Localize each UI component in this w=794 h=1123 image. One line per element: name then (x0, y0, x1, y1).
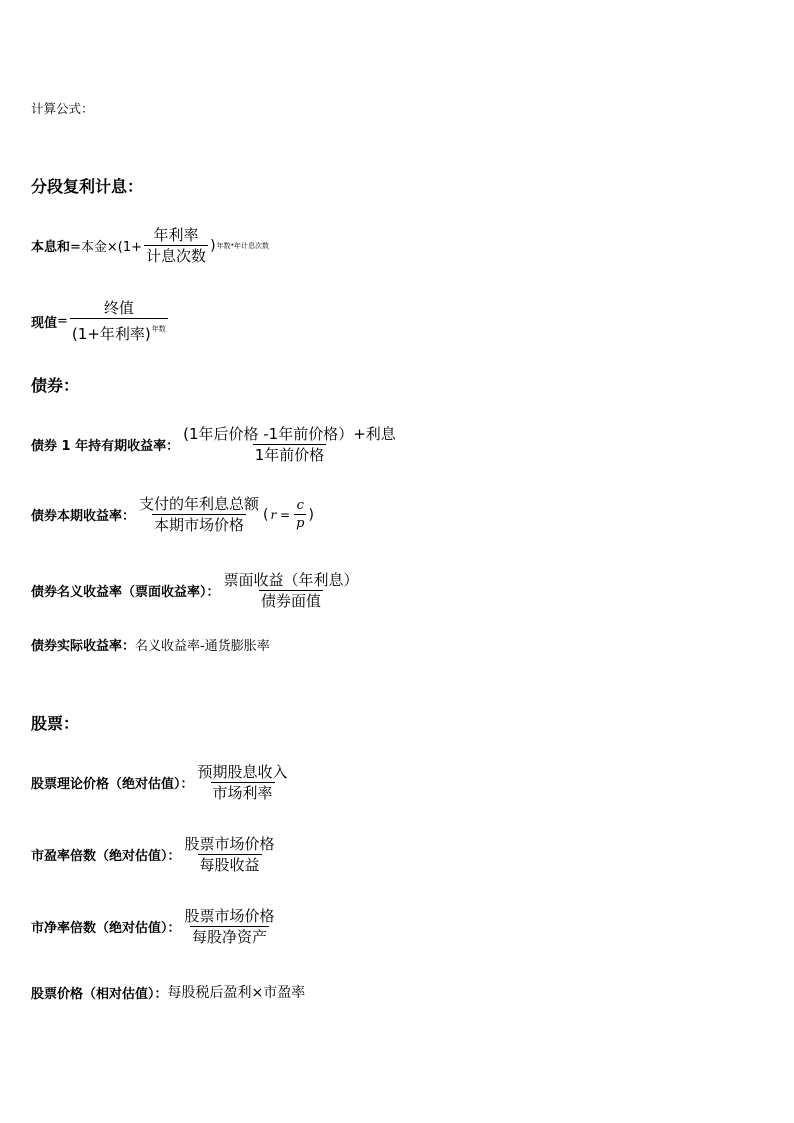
section-heading-bonds: 债券： (31, 376, 80, 395)
fraction-numerator: 年利率 (153, 226, 199, 244)
denominator-base: (1+年利率) (71, 325, 151, 343)
formula-label: 股票理论价格（绝对估值）： (31, 777, 194, 792)
formula-equals-text: = (57, 313, 68, 329)
formula-text: 名义收益率-通货膨胀率 (135, 639, 270, 654)
formula-pe-ratio (31, 835, 279, 874)
opening-paren: ( (263, 506, 269, 523)
fraction-denominator: 1年前价格 (254, 446, 325, 464)
formula-label: 债券 1 年持有期收益率： (31, 439, 180, 454)
exponent: 年数*年计息次数 (216, 241, 270, 250)
fraction-numerator: 预期股息收入 (197, 763, 288, 781)
r-equals: r = (270, 507, 291, 522)
fraction-numerator: 股票市场价格 (184, 835, 275, 853)
fraction (222, 571, 361, 610)
section-heading-stocks: 股票： (31, 714, 80, 733)
formula-text: 每股税后盈利×市盈率 (167, 985, 306, 1001)
fraction-numerator: c (296, 498, 304, 513)
fraction (196, 763, 290, 802)
closing-paren: ) (308, 506, 314, 523)
closing-paren: ) (210, 237, 216, 254)
formula-principal-interest (31, 226, 269, 265)
section-heading-compound-interest: 分段复利计息： (31, 177, 144, 196)
fraction-denominator: 本期市场价格 (154, 516, 245, 534)
small-fraction (294, 498, 306, 531)
formula-bond-current-yield (31, 495, 314, 534)
fraction (70, 299, 168, 343)
formula-label: 市盈率倍数（绝对估值）： (31, 849, 181, 864)
fraction-numerator: 终值 (103, 299, 134, 317)
formula-equals-text: =本金×(1+ (70, 240, 143, 255)
fraction (183, 835, 277, 874)
fraction-denominator: 每股净资产 (192, 928, 268, 946)
formula-bond-real-yield (31, 635, 270, 654)
fraction-denominator: 每股收益 (199, 856, 260, 874)
fraction-numerator: 票面收益（年利息） (223, 571, 359, 589)
formula-label: 现值 (31, 315, 58, 331)
formula-label: 债券名义收益率（票面收益率）： (31, 585, 220, 600)
fraction (181, 425, 398, 464)
fraction-numerator: (1年后价格 -1年前价格）+利息 (183, 425, 396, 443)
formula-stock-theoretical-price (31, 763, 292, 802)
formula-pb-ratio (31, 907, 279, 946)
formula-stock-relative-price (31, 982, 305, 1002)
fraction-denominator: 债券面值 (261, 592, 322, 610)
formula-label: 本息和 (31, 240, 71, 255)
fraction (144, 226, 208, 265)
fraction (183, 907, 277, 946)
formula-label: 股票价格（相对估值）： (31, 986, 168, 1002)
fraction (137, 495, 261, 534)
fraction-numerator: 支付的年利息总额 (139, 495, 260, 513)
fraction-denominator (70, 318, 168, 343)
fraction-numerator: 股票市场价格 (184, 907, 275, 925)
formula-label: 市净率倍数（绝对估值）： (31, 921, 181, 936)
fraction-denominator: p (296, 516, 305, 531)
fraction-denominator: 市场利率 (212, 784, 273, 802)
formula-label: 债券实际收益率： (31, 639, 136, 654)
formula-bond-nominal-yield (31, 571, 363, 610)
fraction-denominator: 计息次数 (146, 247, 207, 265)
formula-bond-holding-yield (31, 425, 400, 464)
formula-label: 债券本期收益率： (31, 509, 136, 524)
intro-text: 计算公式： (31, 101, 94, 116)
formula-present-value (31, 299, 170, 343)
exponent: 年数 (151, 325, 166, 333)
